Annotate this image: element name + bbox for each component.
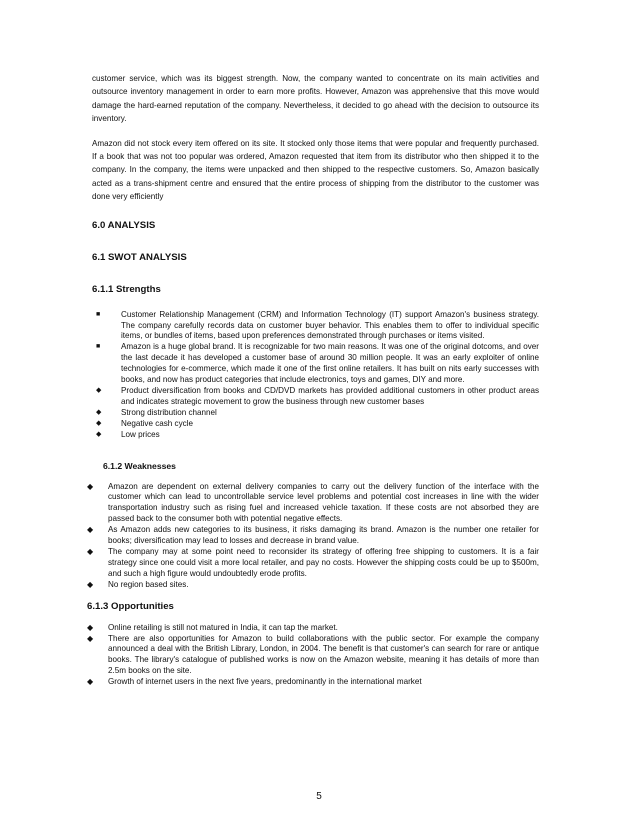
heading-opportunities: 6.1.3 Opportunities (87, 600, 174, 612)
list-item: ◆ Strong distribution channel (96, 407, 217, 417)
list-item: ■ Amazon is a huge global brand. It is recognizable for two main reasons. It was one of the original dotcoms, and over the last decade it has developed a customer base of around 30 million people. It was an early exploiter of online technologies for e-commerce, which made it one of the first online retailers. It has built on nits early successes with books, and now has product categories that include electronics, toys and games, DIY and more. (96, 342, 539, 385)
list-item: ◆ The company may at some point need to reconsider its strategy of offering free shipping to customers. It is a fair strategy since one could visit a more local retailer, and pay no costs. However the shipping costs could be up to $500m, and such a high figure would undoubtedly erode profits. (87, 546, 539, 578)
list-item: ◆ There are also opportunities for Amazon to build collaborations with the public sector. For example the company announced a deal with the British Library, London, in 2004. The benefit is that customer's can search for rare or antique books. The library's catalogue of published works is now on the Amazon website, meaning it has details of more than 2.5m books on the site. (87, 633, 539, 676)
opportunities-list (87, 622, 539, 688)
heading-weaknesses: 6.1.2 Weaknesses (103, 460, 176, 471)
diamond-bullet-icon: ◆ (87, 633, 94, 643)
diamond-bullet-icon: ◆ (96, 430, 102, 438)
list-item: ■ Customer Relationship Management (CRM) and Information Technology (IT) support Amazon's business strategy. The company carefully records data on customer buyer behavior. This enables them to offer to individual specific items, or bundles of items, based upon preferences demonstrated through purchases or items visited. (96, 309, 539, 341)
diamond-bullet-icon: ◆ (96, 419, 102, 427)
diamond-bullet-icon: ◆ (87, 622, 94, 632)
square-bullet-icon: ■ (96, 343, 101, 351)
diamond-bullet-icon: ◆ (87, 677, 94, 687)
list-item: ◆ No region based sites. (87, 579, 189, 589)
weaknesses-list (87, 481, 539, 591)
heading-strengths: 6.1.1 Strengths (92, 283, 161, 295)
diamond-bullet-icon: ◆ (96, 387, 102, 394)
heading-analysis: 6.0 ANALYSIS (92, 219, 156, 231)
list-item: ◆ Online retailing is still not matured in India, it can tap the market. (87, 622, 338, 632)
diamond-bullet-icon: ◆ (87, 481, 94, 491)
diamond-bullet-icon: ◆ (87, 546, 94, 556)
paragraph-trans-shipment: Amazon did not stock every item offered on its site. It stocked only those items that were popular and frequently purchased. If a book that was not too popular was ordered, Amazon requested that item from its distributor who then shipped it to the company. In the company, the items were unpacked and then shipped to the respective customers. So, Amazon basically acted as a trans-shipment centre and ensured that the entire process of shipping from the distributor to the customer was done very efficiently (92, 138, 539, 202)
diamond-bullet-icon: ◆ (87, 525, 94, 535)
diamond-bullet-icon: ◆ (96, 408, 102, 416)
square-bullet-icon: ■ (96, 310, 101, 318)
page-number: 5 (316, 791, 322, 802)
strengths-list (92, 310, 539, 441)
list-item: ◆ Low prices (96, 429, 160, 439)
diamond-bullet-icon: ◆ (87, 579, 94, 589)
list-item: ◆ Negative cash cycle (96, 418, 193, 428)
list-item: ◆ As Amazon adds new categories to its business, it risks damaging its brand. Amazon is the number one retailer for books; diversification may lead to losses and decrease in brand value. (87, 525, 539, 546)
list-item: ◆ Product diversification from books and CD/DVD markets has provided additional customers in other product areas and indicates strategic movement to grow the business through new customer bases (96, 386, 539, 406)
paragraph-outsourcing: customer service, which was its biggest strength. Now, the company wanted to concentrate on its main activities and outsource inventory management in order to earn more profits. However, Amazon was apprehensive that this move would damage the hard-earned reputation of the company. Nevertheless, it decided to go ahead with the decision to outsource its inventory. (92, 74, 539, 124)
heading-swot-analysis: 6.1 SWOT ANALYSIS (92, 251, 187, 263)
list-item: ◆ Amazon are dependent on external delivery companies to carry out the delivery function of the interface with the customer which can lead to uncontrollable service level problems and potential cost increases in line with the wider transportation industry such as rising fuel and increased vehicle taxation. If these costs are not absorbed they are passed back to the consumer both with potential negative effects. (87, 481, 539, 524)
list-item: ◆ Growth of internet users in the next five years, predominantly in the international market (87, 677, 422, 687)
document-body (87, 72, 539, 688)
